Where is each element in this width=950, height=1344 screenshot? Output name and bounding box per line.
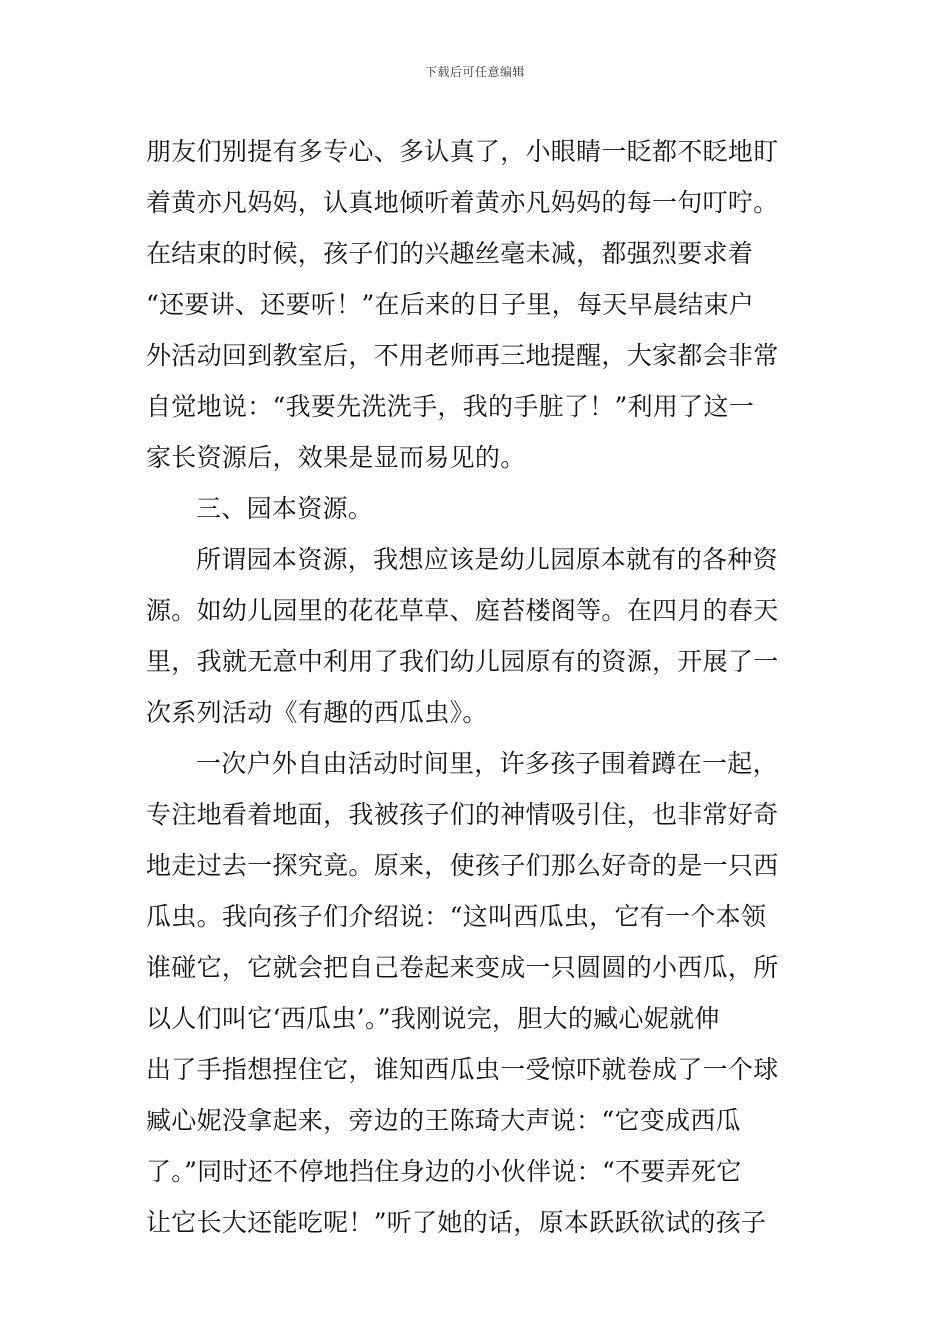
text-line: 地走过去一探究竟。原来，使孩子们那么好奇的是一只西 — [146, 851, 779, 880]
text-line: 源。如幼儿园里的花花草草、庭苔楼阁等。在四月的春天 — [146, 596, 779, 625]
text-line: 自觉地说：“我要先洗洗手，我的手脏了！”利用了这一 — [146, 392, 755, 421]
page-header: 下载后可任意编辑 — [424, 65, 525, 79]
text-line: 了。”同时还不停地挡住身边的小伙伴说：“不要弄死它 — [146, 1157, 742, 1186]
text-line: 出了手指想捏住它，谁知西瓜虫一受惊吓就卷成了一个球 — [146, 1055, 779, 1084]
text-line: 瓜虫。我向孩子们介绍说：“这叫西瓜虫，它有一个本领 — [146, 902, 767, 931]
text-line: 三、园本资源。 — [196, 494, 374, 523]
text-line: 着黄亦凡妈妈，认真地倾听着黄亦凡妈妈的每一句叮咛。 — [146, 188, 779, 217]
text-line: 次系列活动《有趣的西瓜虫》。 — [146, 698, 488, 727]
text-line: 所谓园本资源，我想应该是幼儿园原本就有的各种资 — [196, 545, 778, 574]
text-line: 外活动回到教室后，不用老师再三地提醒，大家都会非常 — [146, 341, 779, 370]
text-line: 臧心妮没拿起来，旁边的王陈琦大声说：“它变成西瓜 — [146, 1106, 741, 1135]
text-line: 让它长大还能吃呢！”听了她的话，原本跃跃欲试的孩子 — [146, 1208, 767, 1237]
text-line: 以人们叫它‘西瓜虫’。”我刚说完，胆大的臧心妮就伸 — [146, 1004, 720, 1033]
text-line: 专注地看着地面，我被孩子们的神情吸引住，也非常好奇 — [146, 800, 779, 829]
text-line: 谁碰它，它就会把自己卷起来变成一只圆圆的小西瓜，所 — [146, 953, 779, 982]
text-line: “还要讲、还要听！”在后来的日子里，每天早晨结束户 — [146, 290, 755, 319]
text-line: 一次户外自由活动时间里，许多孩子围着蹲在一起， — [196, 749, 778, 778]
body-text — [146, 126, 810, 1248]
text-line: 朋友们别提有多专心、多认真了，小眼睛一眨都不眨地盯 — [146, 137, 779, 166]
text-line: 家长资源后，效果是显而易见的。 — [146, 443, 526, 472]
text-line: 在结束的时候，孩子们的兴趣丝毫未减，都强烈要求着 — [146, 239, 754, 268]
text-line: 里，我就无意中利用了我们幼儿园原有的资源，开展了一 — [146, 647, 779, 676]
